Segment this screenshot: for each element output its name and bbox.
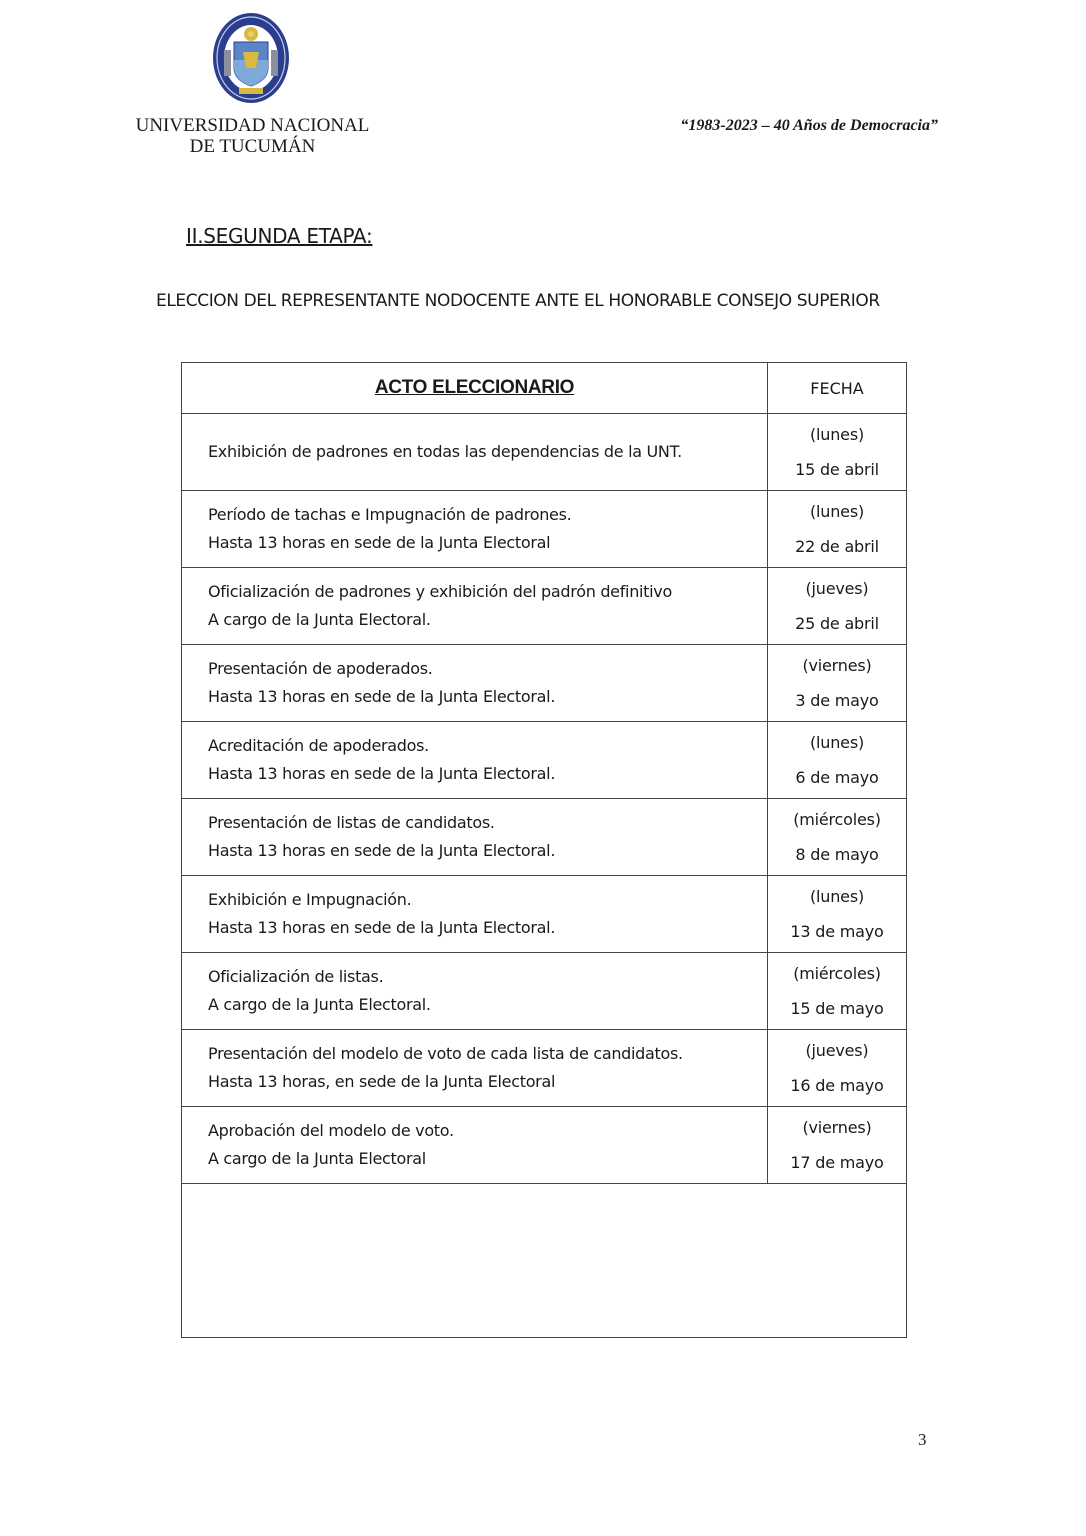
table-row [182, 876, 907, 953]
act-cell [182, 876, 768, 953]
table-row [182, 953, 907, 1030]
date-day: (viernes) [802, 656, 872, 675]
act-cell [182, 1107, 768, 1184]
table-row [182, 722, 907, 799]
university-name-line2: DE TUCUMÁN [189, 136, 316, 157]
date-date: 15 de abril [795, 460, 879, 479]
header-motto: “1983-2023 – 40 Años de Democracia” [680, 117, 938, 134]
act-line2: A cargo de la Junta Electoral. [208, 995, 431, 1014]
table-empty-row [182, 1184, 907, 1338]
section-subtitle: ELECCION DEL REPRESENTANTE NODOCENTE ANTE EL HONORABLE CONSEJO SUPERIOR [156, 291, 880, 311]
date-day: (jueves) [805, 1041, 869, 1060]
date-cell [768, 953, 907, 1030]
date-day: (jueves) [805, 579, 869, 598]
date-date: 13 de mayo [790, 922, 884, 941]
date-cell [768, 799, 907, 876]
act-line1: Oficialización de padrones y exhibición del padrón definitivo [208, 581, 672, 601]
date-date: 3 de mayo [795, 691, 879, 710]
act-line2: Hasta 13 horas en sede de la Junta Electoral. [208, 764, 556, 783]
university-name-line1: UNIVERSIDAD NACIONAL [135, 115, 370, 136]
date-day: (lunes) [810, 425, 864, 444]
date-day: (viernes) [802, 1118, 872, 1137]
header-fecha: FECHA [768, 363, 907, 414]
act-line2: A cargo de la Junta Electoral [208, 1149, 426, 1168]
date-cell [768, 876, 907, 953]
university-seal-logo [212, 12, 290, 104]
act-cell [182, 414, 768, 491]
act-line1: Acreditación de apoderados. [208, 735, 429, 755]
act-line2: A cargo de la Junta Electoral. [208, 610, 431, 629]
university-name [130, 115, 375, 157]
act-cell [182, 491, 768, 568]
act-line2: Hasta 13 horas en sede de la Junta Electoral [208, 533, 551, 552]
section-title: II.SEGUNDA ETAPA: [186, 224, 373, 248]
page-number: 3 [918, 1430, 927, 1449]
table-row [182, 1030, 907, 1107]
date-date: 22 de abril [795, 537, 879, 556]
date-cell [768, 645, 907, 722]
act-cell [182, 1030, 768, 1107]
date-cell [768, 1030, 907, 1107]
date-cell [768, 568, 907, 645]
election-schedule-table [181, 362, 907, 1338]
act-line1: Exhibición e Impugnación. [208, 889, 412, 909]
date-cell [768, 491, 907, 568]
date-cell [768, 722, 907, 799]
date-day: (miércoles) [793, 964, 881, 983]
date-date: 6 de mayo [795, 768, 879, 787]
date-date: 25 de abril [795, 614, 879, 633]
act-cell [182, 645, 768, 722]
table-row [182, 799, 907, 876]
date-day: (miércoles) [793, 810, 881, 829]
table-row [182, 491, 907, 568]
act-line1: Exhibición de padrones en todas las dependencias de la UNT. [208, 441, 682, 461]
table-header-row [182, 363, 907, 414]
act-line2: Hasta 13 horas en sede de la Junta Electoral. [208, 918, 556, 937]
table-body [182, 414, 907, 1184]
act-cell [182, 953, 768, 1030]
act-line1: Oficialización de listas. [208, 966, 384, 986]
act-line2: Hasta 13 horas en sede de la Junta Electoral. [208, 687, 556, 706]
act-line1: Presentación de apoderados. [208, 658, 433, 678]
date-date: 17 de mayo [790, 1153, 884, 1172]
date-day: (lunes) [810, 887, 864, 906]
table-row [182, 645, 907, 722]
table-row [182, 568, 907, 645]
date-cell [768, 1107, 907, 1184]
act-line1: Período de tachas e Impugnación de padrones. [208, 504, 572, 524]
date-cell [768, 414, 907, 491]
date-date: 8 de mayo [795, 845, 879, 864]
date-day: (lunes) [810, 733, 864, 752]
empty-cell [182, 1184, 907, 1338]
table-row [182, 1107, 907, 1184]
act-line2: Hasta 13 horas, en sede de la Junta Electoral [208, 1072, 556, 1091]
date-date: 15 de mayo [790, 999, 884, 1018]
table-row [182, 414, 907, 491]
act-cell [182, 568, 768, 645]
date-date: 16 de mayo [790, 1076, 884, 1095]
act-line1: Presentación del modelo de voto de cada lista de candidatos. [208, 1043, 683, 1063]
header-acto-eleccionario: ACTO ELECCIONARIO [182, 363, 768, 414]
act-cell [182, 799, 768, 876]
act-line1: Presentación de listas de candidatos. [208, 812, 495, 832]
date-day: (lunes) [810, 502, 864, 521]
act-cell [182, 722, 768, 799]
act-line1: Aprobación del modelo de voto. [208, 1120, 454, 1140]
act-line2: Hasta 13 horas en sede de la Junta Electoral. [208, 841, 556, 860]
